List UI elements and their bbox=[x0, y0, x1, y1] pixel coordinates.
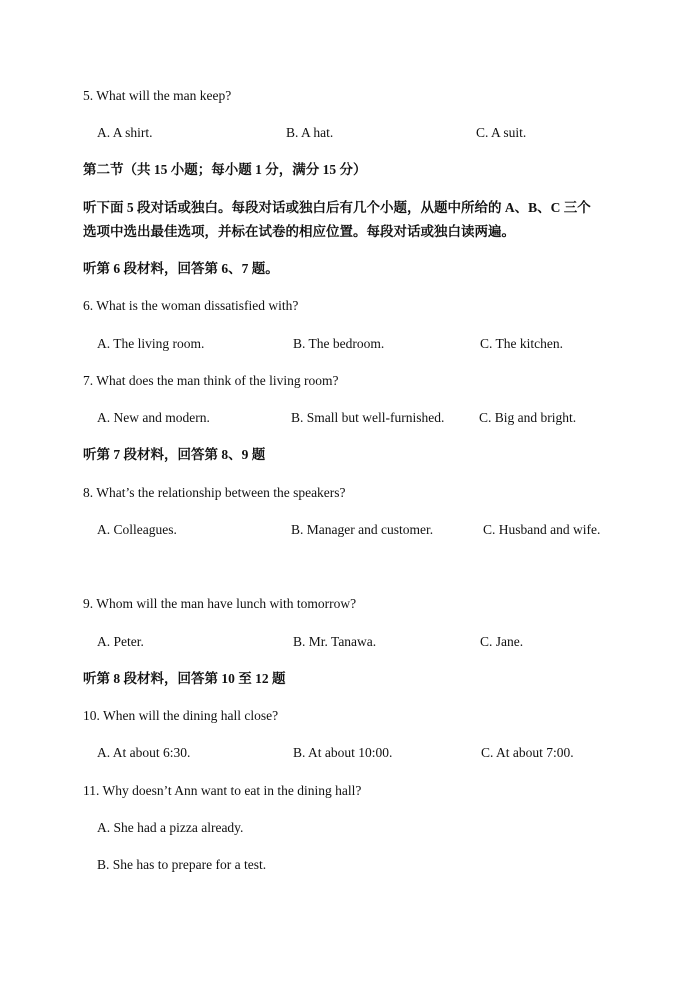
part-6-heading: 听第 6 段材料，回答第 6、7 题。 bbox=[83, 261, 279, 276]
q9-option-a: A. Peter. bbox=[97, 634, 144, 649]
question-10: 10. When will the dining hall close? bbox=[83, 708, 279, 723]
q8-option-a: A. Colleagues. bbox=[97, 522, 177, 537]
q8-option-c: C. Husband and wife. bbox=[483, 522, 601, 537]
q7-option-b: B. Small but well-furnished. bbox=[291, 410, 445, 425]
q11-option-b: B. She has to prepare for a test. bbox=[97, 857, 267, 872]
q6-option-b: B. The bedroom. bbox=[293, 336, 385, 351]
question-6: 6. What is the woman dissatisfied with? bbox=[83, 298, 299, 313]
question-8: 8. What’s the relationship between the speakers? bbox=[83, 485, 346, 500]
question-7: 7. What does the man think of the living room? bbox=[83, 373, 339, 388]
question-9: 9. Whom will the man have lunch with tomorrow? bbox=[83, 596, 357, 611]
section-2-heading: 第二节（共 15 小题；每小题 1 分，满分 15 分） bbox=[83, 162, 367, 177]
part-7-heading: 听第 7 段材料，回答第 8、9 题 bbox=[83, 447, 266, 462]
q5-option-c: C. A suit. bbox=[476, 125, 527, 140]
q6-option-a: A. The living room. bbox=[97, 336, 205, 351]
section-2-instruction-line2: 选项中选出最佳选项，并标在试卷的相应位置。每段对话或独白读两遍。 bbox=[83, 224, 515, 239]
q11-option-a: A. She had a pizza already. bbox=[97, 820, 244, 835]
section-2-instruction-line1: 听下面 5 段对话或独白。每段对话或独白后有几个小题，从题中所给的 A、B、C 三个 bbox=[83, 200, 591, 215]
q10-option-b: B. At about 10:00. bbox=[293, 745, 393, 760]
q5-option-b: B. A hat. bbox=[286, 125, 334, 140]
q9-option-c: C. Jane. bbox=[480, 634, 524, 649]
q5-option-a: A. A shirt. bbox=[97, 125, 153, 140]
q9-option-b: B. Mr. Tanawa. bbox=[293, 634, 377, 649]
q7-option-c: C. Big and bright. bbox=[479, 410, 577, 425]
q7-option-a: A. New and modern. bbox=[97, 410, 210, 425]
q10-option-c: C. At about 7:00. bbox=[481, 745, 574, 760]
question-11: 11. Why doesn’t Ann want to eat in the dining hall? bbox=[83, 783, 362, 798]
question-5: 5. What will the man keep? bbox=[83, 88, 232, 103]
part-8-heading: 听第 8 段材料，回答第 10 至 12 题 bbox=[83, 671, 286, 686]
q8-option-b: B. Manager and customer. bbox=[291, 522, 434, 537]
q10-option-a: A. At about 6:30. bbox=[97, 745, 191, 760]
q6-option-c: C. The kitchen. bbox=[480, 336, 563, 351]
